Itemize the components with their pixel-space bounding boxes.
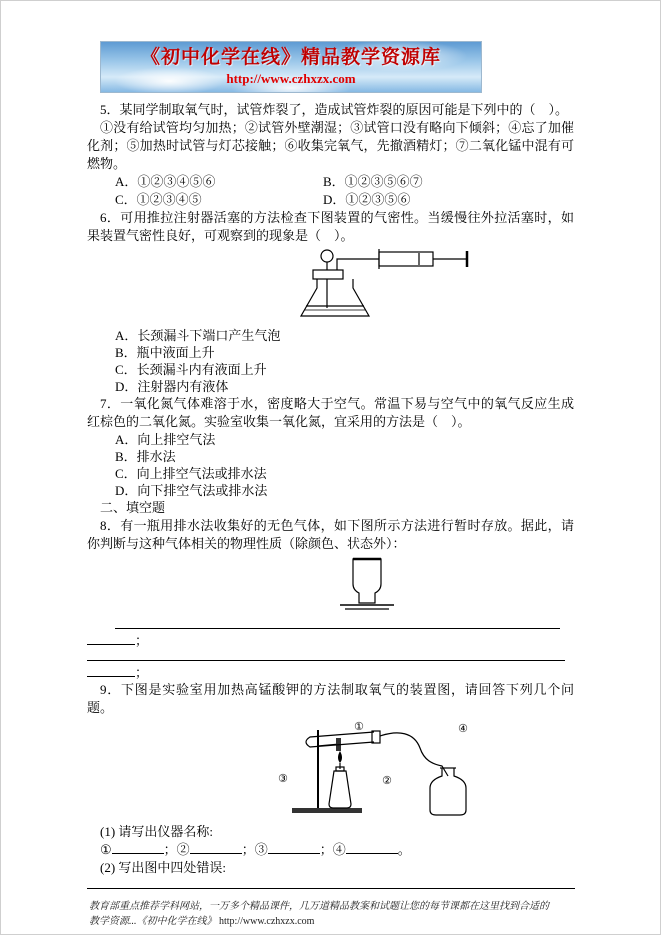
footer-line-2-text: 教学资源...《初中化学在线》 [89, 916, 217, 927]
q9-stem: 9．下图是实验室用加热高锰酸钾的方法制取氧气的装置图，请回答下列几个问题。 [87, 682, 574, 715]
q9-instrument-1-blank [112, 842, 164, 854]
q9-part1-label: (1) 请写出仪器名称: [100, 824, 214, 839]
q8-blank-suffix-1: ； [135, 633, 149, 648]
q5-option-c: C．①②③④⑤ [115, 192, 202, 207]
q5-option-d: D．①②③⑤⑥ [323, 192, 411, 207]
q9-instrument-2-blank [190, 842, 242, 854]
site-banner [100, 41, 482, 93]
page-footer [1, 893, 660, 929]
flask-funnel-syringe-diagram [277, 248, 487, 324]
q9-instrument-2-sep: ； [241, 842, 255, 857]
inverted-bottle-figure [87, 556, 574, 614]
q9-instrument-3-blank [268, 842, 320, 854]
q9-instrument-2-num: ② [176, 842, 190, 857]
q6-stem: 6．可用推拉注射器活塞的方法检查下图装置的气密性。当缓慢往外拉活塞时，如果装置气密性良好，可观察到的现象是（ ）。 [87, 210, 574, 243]
q6-option-a: A．长颈漏斗下端口产生气泡 [115, 328, 281, 343]
inverted-gas-bottle-diagram [322, 556, 412, 614]
q6-option-b: B．瓶中液面上升 [115, 345, 215, 360]
banner-title: 《初中化学在线》精品教学资源库 [140, 47, 441, 68]
q7-option-b: B．排水法 [115, 449, 176, 464]
section-title: 二、填空题 [100, 500, 166, 515]
apparatus-label-4: ④ [458, 722, 468, 735]
q9-instrument-4-blank [346, 842, 398, 854]
q5-option-a: A．①②③④⑤⑥ [115, 174, 216, 189]
q5-items: ①没有给试管均匀加热；②试管外壁潮湿；③试管口没有略向下倾斜；④忘了加催化剂；⑤加热时试管与灯芯接触；⑥收集完氧气，先撤酒精灯；⑦二氧化锰中混有可燃物。 [87, 120, 574, 171]
oxygen-apparatus-figure [87, 720, 574, 820]
q7-stem: 7．一氧化氮气体难溶于水，密度略大于空气。常温下易与空气中的氧气反应生成红棕色的二氧化氮。实验室收集一氧化氮，宜采用的方法是（ ）。 [87, 396, 574, 429]
q7-options [87, 431, 574, 499]
q5-stem: 5．某同学制取氧气时，试管炸裂了，造成试管炸裂的原因可能是下列中的（ ）。 [100, 102, 569, 117]
q9-instrument-name-line [87, 841, 574, 859]
q8-blank-line-3 [87, 649, 565, 661]
footer-line-2 [89, 914, 580, 929]
q8-blank-suffix-2: ； [135, 665, 149, 680]
oxygen-preparation-apparatus-diagram [262, 720, 512, 820]
q9-instrument-4-sep: 。 [397, 842, 411, 857]
banner-url-link[interactable]: http://www.czhxzx.com [226, 71, 356, 86]
q7-option-a: A．向上排空气法 [115, 432, 216, 447]
q6-option-c: C．长颈漏斗内有液面上升 [115, 362, 267, 377]
q9-part2-label: (2) 写出图中四处错误: [100, 860, 227, 875]
q9-instrument-1-num: ① [100, 842, 112, 857]
footer-line-1: 教育部重点推荐学科网站，一万多个精品课件，几万道精品教案和试题让您的每节课都在这里找到合适的 [89, 901, 549, 912]
apparatus-label-2: ② [382, 774, 392, 787]
q9-instrument-3-num: ③ [254, 842, 268, 857]
q7-option-c: C．向上排空气法或排水法 [115, 466, 267, 481]
apparatus-label-3: ③ [278, 772, 288, 785]
worksheet-content [1, 101, 660, 893]
q9-instrument-1-sep: ； [163, 842, 177, 857]
airtightness-apparatus-figure [87, 248, 574, 324]
q6-option-d: D．注射器内有液体 [115, 379, 229, 394]
q8-blank-line-4 [87, 665, 135, 677]
q8-stem: 8．有一瓶用排水法收集好的无色气体，如下图所示方法进行暂时存放。据此，请你判断与这种气体相关的物理性质（除颜色、状态外）： [87, 518, 574, 551]
apparatus-label-1: ① [354, 720, 364, 733]
q7-option-d: D．向下排空气法或排水法 [115, 483, 268, 498]
q9-error-blank-line [87, 877, 575, 889]
q8-answer-blanks [87, 617, 574, 681]
q5-options [87, 173, 574, 209]
q5-option-b: B．①②③⑤⑥⑦ [323, 174, 423, 189]
q8-blank-line-1 [115, 617, 560, 629]
q9-instrument-3-sep: ； [319, 842, 333, 857]
q9-instrument-4-num: ④ [332, 842, 346, 857]
q8-blank-line-2 [87, 633, 135, 645]
q6-options [87, 327, 574, 395]
footer-url-link[interactable]: http://www.czhxzx.com [219, 916, 315, 927]
